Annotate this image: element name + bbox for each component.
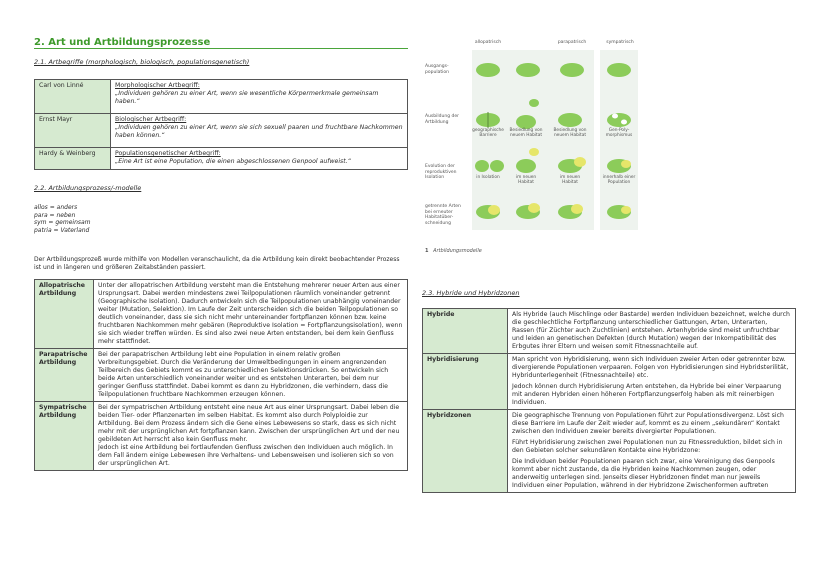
row-label: Hybridzonen: [423, 410, 508, 493]
artbildung-table: [34, 279, 408, 471]
table-row: [423, 354, 796, 410]
new-species-blob: [621, 160, 631, 168]
diagram-caption: im neuen Habitat: [559, 175, 581, 185]
diagram-caption: im neuen Habitat: [515, 175, 537, 185]
artbegriffe-table: [34, 79, 408, 170]
table-row: [423, 309, 796, 354]
population-blob: [516, 63, 540, 77]
term-definition: „Individuen gehören zu einer Art, wenn sie wesentliche Körpermerkmale gemeinsam haben.“: [115, 90, 379, 105]
row-paragraph: Die Individuen beider Populationen paaren sich zwar, eine Vereinigung des Genpools kommt aber nicht zustande, da die Hybriden keine Nachkommen zeugen, oder anderweitig unterlegen sind. Jenseits dieser Hybridzonen findet man nur jeweils Individuen einer Population, während in der Hybridzone Zwischenformen auftreten: [512, 458, 775, 489]
row-label: Hybride: [423, 309, 508, 354]
row-content: [94, 402, 408, 471]
column-label: sympatrisch: [606, 40, 634, 45]
row-paragraph: Jedoch ist eine Artbildung bei fortlaufenden Genfluss zwischen den Individuen auch möglich. In dem Fall ändern einige Lebewesen ihre Verhaltens- und Lebensweisen und isolieren sich so von der ursprünglichen Art.: [98, 444, 394, 467]
row-paragraph: Jedoch können durch Hybridisierung Arten entstehen, da Hybride bei einer Verpaarung mit anderen Hybriden einen höheren Fortpflanzungserfolg haben als mit reinerbigen Individuen.: [512, 383, 782, 406]
row-label: Sympatrische Artbildung: [35, 402, 94, 471]
row-content: [111, 148, 408, 170]
term-label: Morphologischer Artbegriff:: [115, 82, 200, 89]
population-blob: [529, 99, 539, 107]
term-definition: „Eine Art ist eine Population, die einen abgeschlossenen Genpool aufweist.“: [115, 158, 351, 165]
definition-item: para = neben: [34, 211, 76, 219]
figure-caption-text: Artbildungsmodelle: [433, 248, 482, 254]
population-blob: [490, 160, 504, 172]
population-blob: [558, 113, 582, 127]
definition-item: allos = anders: [34, 204, 78, 211]
row-label: Evolution der reproduktiven Isolation: [425, 164, 457, 180]
table-row: [35, 349, 408, 402]
row-content: [508, 410, 796, 493]
diagram-caption: Besiedlung von neuem Habitat: [509, 128, 543, 138]
column-label: allopatrisch: [474, 40, 502, 45]
row-label: getrennte Arten bei erneuter Habitatüber-schneidung: [425, 204, 461, 226]
table-row: [423, 410, 796, 493]
heading-2-1: 2.1. Artbegriffe (morphologisch, biologisch, populationsgenetisch): [34, 58, 250, 66]
row-paragraph: Bei der sympatrischen Artbildung entsteht eine neue Art aus einer Ursprungsart. Dabei leben die beiden Tier- oder Pflanzenarten im selben Habitat. Es kommt also durch Polyploidie zur Artbildung. Bei dem Prozess ändern sich die Gene eines Lebewesens so stark, dass es sich nicht mehr mit der ursprünglichen Art fortpflanzen kann. Zwischen der ursprünglichen Art und der neu gebildeten Art herrscht also kein Genfluss mehr.: [98, 404, 400, 443]
row-label: Allopatrische Artbildung: [35, 280, 94, 349]
figure-number: 1: [425, 248, 429, 254]
table-row: [35, 402, 408, 471]
new-species-blob: [529, 148, 539, 156]
row-label: Parapatrische Artbildung: [35, 349, 94, 402]
term-definition: „Individuen gehören zu einer Art, wenn sie sich sexuell paaren und fruchtbare Nachkommen haben können.“: [115, 124, 403, 139]
diagram-caption: Gen-Poly-morphismus: [605, 128, 633, 138]
table-row: [35, 114, 408, 148]
row-paragraph: Führt Hybridisierung zwischen zwei Populationen nun zu Fitnessreduktion, bildet sich in den Gebieten solcher sekundären Kontakte eine Hybridzone:: [512, 439, 783, 454]
row-content: Unter der allopatrischen Artbildung versteht man die Entstehung mehrerer neuer Arten aus einer Ursprungsart. Dabei werden mindestens zwei Teilpopulationen räumlich voneinander getrennt (Geographische Isolation). Dadurch entwickeln sich die Teilpopulationen unabhängig voneinander weiter (Mutation, Selektion). Im Laufe der Zeit unterscheiden sich die beiden Teilpopulationen so deutlich voneinander, dass sie sich nicht mehr untereinander fortpflanzen können bzw. keine fruchtbaren Nachkommen mehr gebären (Reproduktive Isolation = Fortpflanzungsisolation), wenn sie sich wieder treffen würden. Es sind also zwei neue Arten entstanden, bei dem kein Genfluss mehr stattfindet.: [94, 280, 408, 349]
diagram-caption: Besiedlung von neuem Habitat: [553, 128, 587, 138]
definition-item: patria = Vaterland: [34, 226, 90, 234]
diagram-shapes: [470, 56, 645, 226]
word-definitions: [34, 204, 91, 234]
intro-paragraph: Der Artbildungsprozeß wurde mithilfe von Modellen veranschaulicht, da die Artbildung kein direkt beobachtender Prozess ist und in längeren und größeren Zeitabständen passiert.: [34, 256, 400, 271]
hybride-table: [422, 308, 796, 493]
row-content: Als Hybride (auch Mischlinge oder Bastarde) werden Individuen bezeichnet, welche durch die geschlechtliche Fortpflanzung unterschiedlicher Gattungen, Arten, Unterarten, Rassen (für Züchter auch Zuchtlinien) entstehen. Artenhybride sind meist unfruchtbar und leiden an genetischen Defekten (durch Mutation) wegen der Inkompatibilität des Erbgutes ihrer Eltern und weisen somit Fitnessnachteile auf.: [508, 309, 796, 354]
population-blob: [607, 113, 631, 127]
population-blob: [475, 160, 489, 172]
population-blob: [607, 63, 631, 77]
heading-2-2: 2.2. Artbildungsprozess/-modelle: [34, 184, 142, 192]
row-content: [111, 114, 408, 148]
population-blob: [516, 115, 536, 129]
title-divider: [34, 48, 408, 49]
population-blob: [560, 63, 584, 77]
row-label: Ernst Mayr: [35, 114, 111, 148]
gene-poly-dot: [621, 120, 627, 125]
row-paragraph: Die geographische Trennung von Populationen führt zur Populationsdivergenz. Löst sich diese Barriere im Laufe der Zeit wieder auf, kommt es zu einem „sekundären“ Kontakt zwischen den Individuen zweier bereits divergierter Populationen.: [512, 412, 784, 435]
term-label: Biologischer Artbegriff:: [115, 116, 187, 123]
term-label: Populationsgenetischer Artbegriff:: [115, 150, 221, 157]
diagram-caption: geographische Barriere: [472, 128, 504, 138]
section-title: 2. Art und Artbildungsprozesse: [34, 37, 211, 48]
row-label: Carl von Linné: [35, 80, 111, 114]
figure-caption: [425, 248, 482, 254]
population-blob: [476, 63, 500, 77]
table-row: [35, 280, 408, 349]
row-content: Bei der parapatrischen Artbildung lebt eine Population in einem relativ großen Verbreitungsgebiet. Durch die Veränderung der Umweltbedingungen in einem angrenzenden Teilbereich des Gebiets kommt es zu unterschiedlichen Selektionsdrücken. So entwickeln sich beide Arten unterschiedlich voneinander weiter und es entstehen Unterarten, bei dem nur geringer Genfluss stattfindet. Dabei kommt es dann zu Hybridzonen, die verhindern, dass die Teilpopulationen fruchtbare Nachkommen erzeugen können.: [94, 349, 408, 402]
table-row: [35, 148, 408, 170]
new-species-blob: [621, 206, 631, 214]
row-label: Ausbildung der Artbildung: [425, 114, 459, 125]
row-label: Hybridisierung: [423, 354, 508, 410]
diagram-caption: in Isolation: [476, 175, 500, 180]
row-content: [508, 354, 796, 410]
definition-item: sym = gemeinsam: [34, 219, 91, 226]
gene-poly-dot: [612, 114, 618, 119]
population-blob: [516, 159, 536, 173]
row-paragraph: Man spricht von Hybridisierung, wenn sich Individuen zweier Arten oder getrennter bzw. divergierende Populationen verpaaren. Folgen von Hybridisierungen sind Hybridsterilität, Hybridunterlegenheit (Fitnessnachteile) etc.: [512, 356, 789, 379]
column-label: parapatrisch: [557, 40, 587, 45]
heading-2-3: 2.3. Hybride und Hybridzonen: [422, 289, 520, 297]
row-label: Hardy & Weinberg: [35, 148, 111, 170]
new-species-blob: [528, 203, 540, 213]
row-content: [111, 80, 408, 114]
new-species-blob: [488, 205, 500, 215]
diagram-caption: innerhalb einer Population: [602, 175, 636, 185]
row-label: Ausgangs-population: [425, 64, 449, 75]
new-species-blob: [574, 157, 586, 167]
new-species-blob: [571, 204, 583, 214]
table-row: [35, 80, 408, 114]
